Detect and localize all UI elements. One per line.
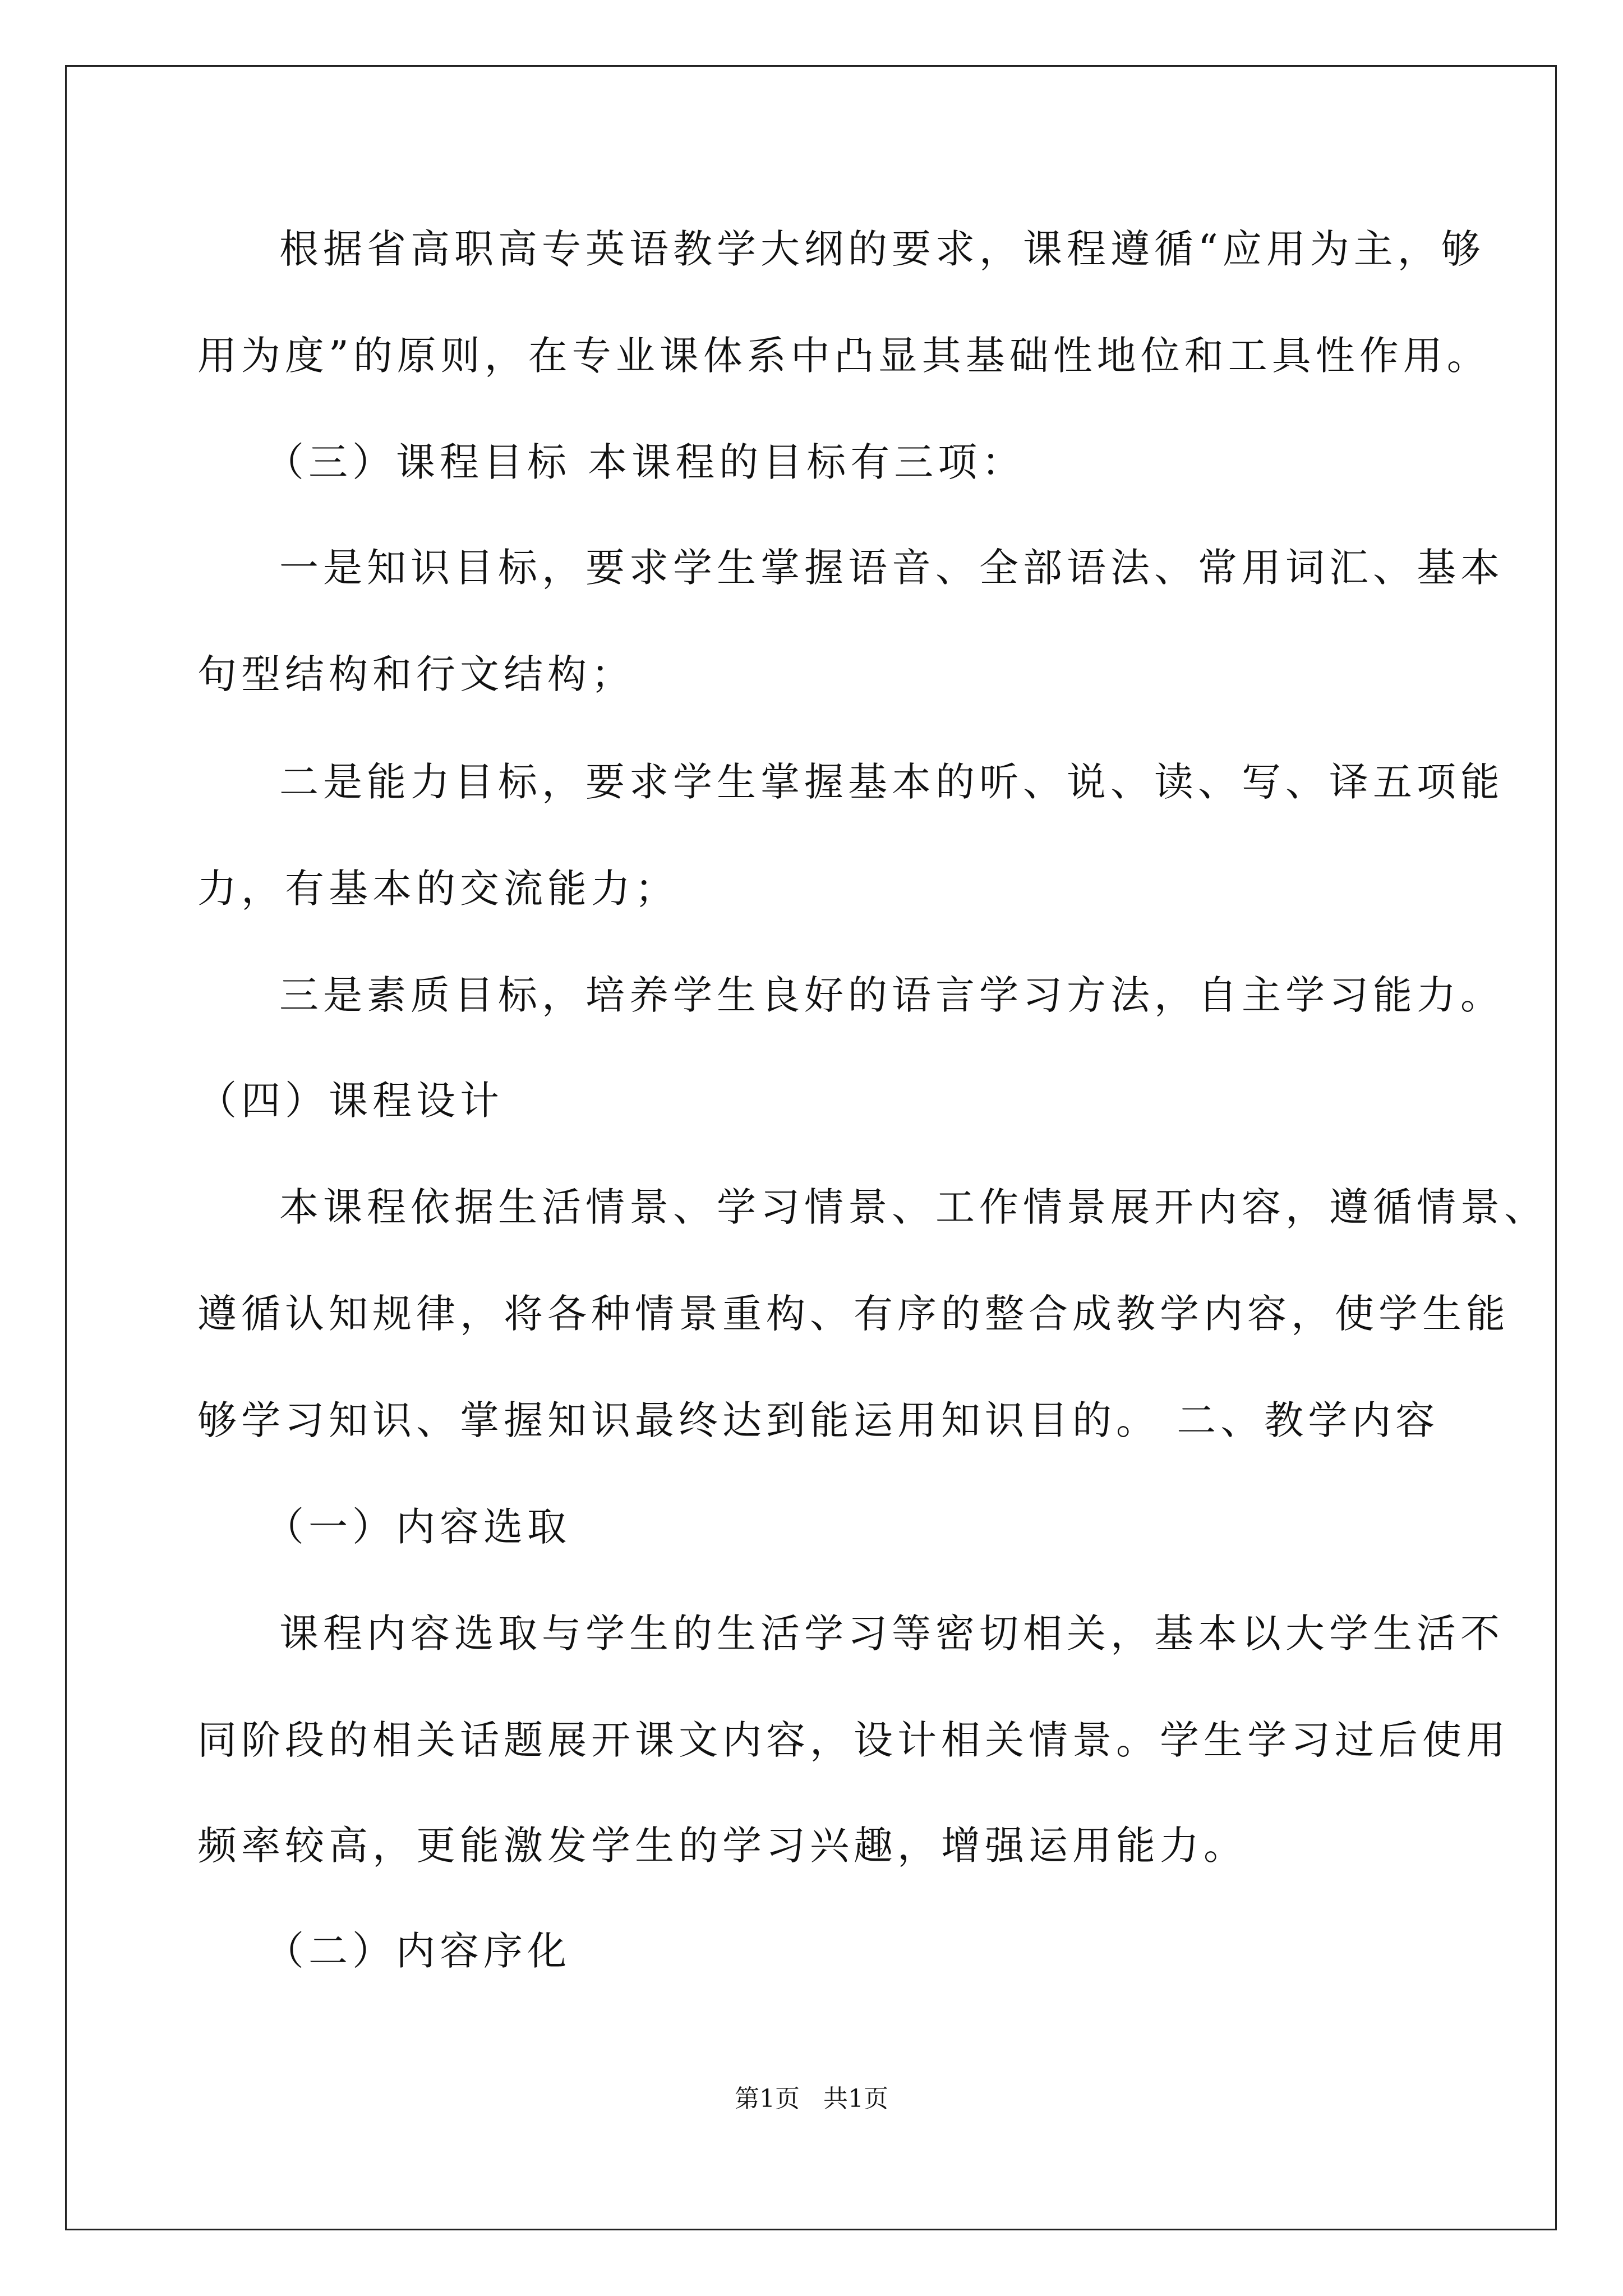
section-heading-3: （三）课程目标 本课程的目标有三项： bbox=[265, 439, 1026, 485]
paragraph-line-1: 根据省高职高专英语教学大纲的要求，课程遵循“应用为主，够 bbox=[279, 226, 1485, 272]
paragraph-line-7: 力，有基本的交流能力； bbox=[197, 866, 679, 912]
paragraph-line-9: 本课程依据生活情景、学习情景、工作情景展开内容，遵循情景、 bbox=[279, 1184, 1548, 1230]
paragraph-line-4: 一是知识目标，要求学生掌握语音、全部语法、常用词汇、基本 bbox=[279, 545, 1504, 591]
paragraph-line-12: 课程内容选取与学生的生活学习等密切相关，基本以大学生活不 bbox=[279, 1611, 1504, 1657]
section-heading-content-sequencing: （二）内容序化 bbox=[265, 1928, 571, 1974]
section-heading-4: （四）课程设计 bbox=[197, 1078, 504, 1124]
paragraph-line-10: 遵循认知规律，将各种情景重构、有序的整合成教学内容，使学生能 bbox=[197, 1291, 1510, 1337]
paragraph-line-5: 句型结构和行文结构； bbox=[197, 651, 635, 697]
paragraph-line-8: 三是素质目标，培养学生良好的语言学习方法，自主学习能力。 bbox=[279, 972, 1504, 1018]
section-heading-content-selection: （一）内容选取 bbox=[265, 1504, 571, 1550]
paragraph-line-14: 频率较高，更能激发学生的学习兴趣，增强运用能力。 bbox=[197, 1823, 1247, 1869]
paragraph-line-2: 用为度”的原则，在专业课体系中凸显其基础性地位和工具性作用。 bbox=[197, 333, 1491, 379]
page-border bbox=[65, 65, 1557, 2230]
page-footer: 第1页 共1页 bbox=[735, 2085, 888, 2113]
paragraph-line-11: 够学习知识、掌握知识最终达到能运用知识目的。 二、教学内容 bbox=[197, 1397, 1440, 1443]
paragraph-line-13: 同阶段的相关话题展开课文内容，设计相关情景。学生学习过后使用 bbox=[197, 1717, 1510, 1763]
paragraph-line-6: 二是能力目标，要求学生掌握基本的听、说、读、写、译五项能 bbox=[279, 759, 1504, 805]
